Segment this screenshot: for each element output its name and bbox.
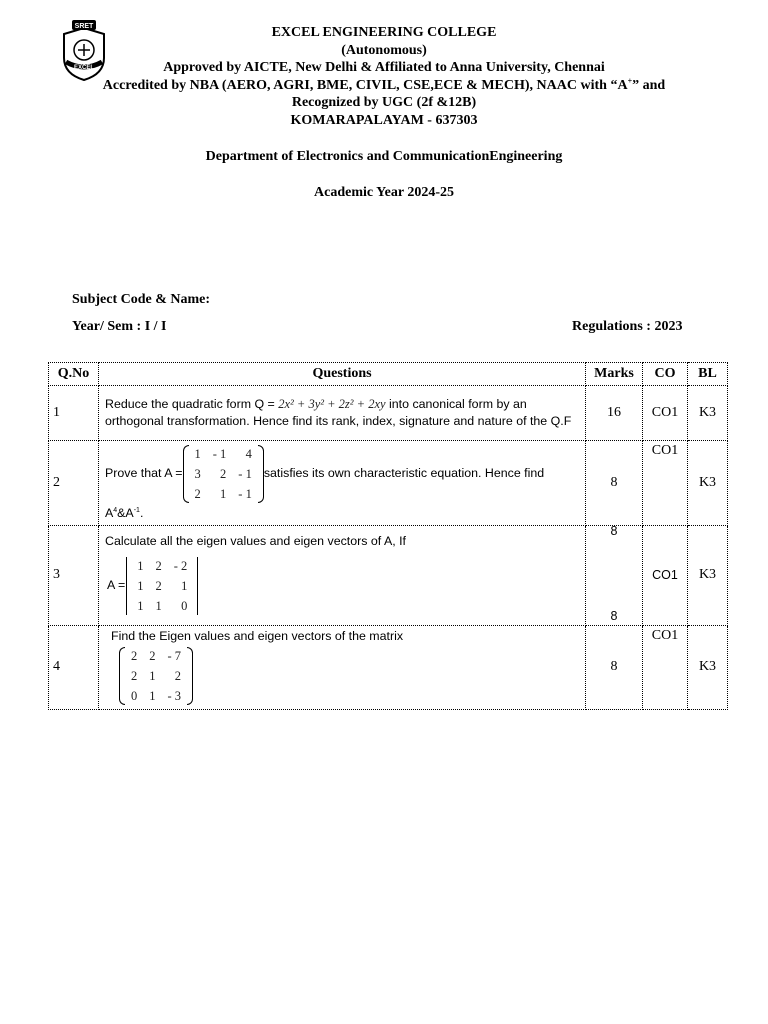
accreditation-line: Accredited by NBA (AERO, AGRI, BME, CIVIL, CSE,ECE & MECH), NAAC with “A+” and — [102, 76, 666, 93]
matrix-a — [125, 555, 199, 617]
row-marks: 8 — [586, 441, 643, 526]
matrix-cell: 0 — [131, 689, 138, 703]
matrix-cell: 2 — [149, 649, 156, 663]
header-marks: Marks — [586, 363, 643, 386]
table-row — [49, 525, 728, 625]
approval-line: Approved by AICTE, New Delhi & Affiliated to Anna University, Chennai — [163, 60, 605, 76]
matrix-cell: 2 — [174, 669, 182, 683]
matrix-cell: 1 — [137, 578, 144, 593]
header-questions: Questions — [99, 363, 586, 386]
matrix-cell: 1 — [137, 558, 144, 573]
regulations: Regulations : 2023 — [572, 319, 683, 334]
matrix-cell: 1 — [149, 669, 156, 683]
matrix-cell: 2 — [220, 467, 227, 481]
row-bl: K3 — [688, 625, 728, 710]
row-co: CO1 — [643, 386, 688, 441]
matrix-cell: 0 — [181, 598, 188, 613]
matrix-cell: 3 — [194, 467, 201, 481]
location-line: KOMARAPALAYAM - 637303 — [290, 112, 478, 128]
row-co: CO1 — [643, 625, 688, 710]
matrix-cell: - 2 — [173, 558, 188, 573]
row-marks: 8 8 — [586, 525, 643, 625]
row-qno: 3 — [49, 525, 99, 625]
matrix-cell: 1 — [181, 578, 188, 593]
matrix-cell: 1 — [220, 487, 227, 501]
academic-year: Academic Year 2024-25 — [314, 185, 454, 200]
row-bl: K3 — [688, 525, 728, 625]
department-title: Department of Electronics and CommunicationEngineering — [205, 149, 563, 164]
matrix-cell: 2 — [131, 649, 138, 663]
matrix-cell: 2 — [131, 669, 138, 683]
table-row — [49, 386, 728, 441]
subject-code-label: Subject Code & Name: — [72, 292, 211, 307]
matrix-cell: 1 — [155, 598, 162, 613]
header-bl: BL — [688, 363, 728, 386]
matrix-cell: - 1 — [238, 487, 252, 501]
row-marks: 8 — [586, 625, 643, 710]
matrix-cell: 2 — [194, 487, 201, 501]
recognition-line: Recognized by UGC (2f &12B) — [291, 95, 477, 111]
logo-bottom-text: EXCEL — [73, 65, 95, 71]
matrix-cell: 1 — [149, 689, 156, 703]
logo-top-text: SRET — [74, 23, 94, 30]
row-question: Find the Eigen values and eigen vectors of the matrix 2 2 - 7 2 1 2 0 1 - 3 — [99, 625, 586, 710]
matrix-cell: - 1 — [212, 447, 227, 461]
row-question: Calculate all the eigen values and eigen vectors of A, If A = 1 2 - 2 1 2 1 1 1 0 — [99, 525, 586, 625]
row-co: CO1 — [643, 441, 688, 526]
header-co: CO — [643, 363, 688, 386]
row-co: CO1 — [643, 525, 688, 625]
questions-table — [48, 362, 728, 710]
matrix-cell: - 3 — [167, 689, 182, 703]
row-question: Reduce the quadratic form Q = 2x² + 3y² + 2z² + 2xy into canonical form by an orthogonal transformation. Hence find its rank, index, signature and nature of the Q.F — [99, 386, 586, 441]
row-marks: 16 — [586, 386, 643, 441]
table-header-row — [49, 363, 728, 386]
matrix-cell: - 7 — [167, 649, 182, 663]
autonomous-label: (Autonomous) — [341, 42, 427, 58]
row-qno: 4 — [49, 625, 99, 710]
matrix-cell: - 1 — [238, 467, 252, 481]
matrix-cell: 1 — [194, 447, 201, 461]
row-question: Prove that A = 1 - 1 4 3 2 - 1 2 1 - 1 satisfies its own characteristic equation. Hence find $A^4\&A^{-1}$. — [99, 441, 586, 526]
quadratic-formula: 2x² + 3y² + 2z² + 2xy — [278, 396, 386, 411]
header-qno: Q.No — [49, 363, 99, 386]
matrix-cell: 1 — [137, 598, 144, 613]
matrix-a — [183, 443, 264, 505]
table-row — [49, 625, 728, 710]
row-qno: 2 — [49, 441, 99, 526]
college-name: EXCEL ENGINEERING COLLEGE — [271, 25, 497, 40]
matrix-cell: 2 — [155, 578, 162, 593]
row-qno: 1 — [49, 386, 99, 441]
row-bl: K3 — [688, 441, 728, 526]
year-sem: Year/ Sem : I / I — [72, 319, 167, 334]
matrix-cell: 2 — [155, 558, 162, 573]
row-bl: K3 — [688, 386, 728, 441]
college-header — [0, 24, 768, 130]
matrix-cell: 4 — [245, 447, 252, 461]
matrix — [119, 645, 193, 707]
table-row — [49, 441, 728, 526]
